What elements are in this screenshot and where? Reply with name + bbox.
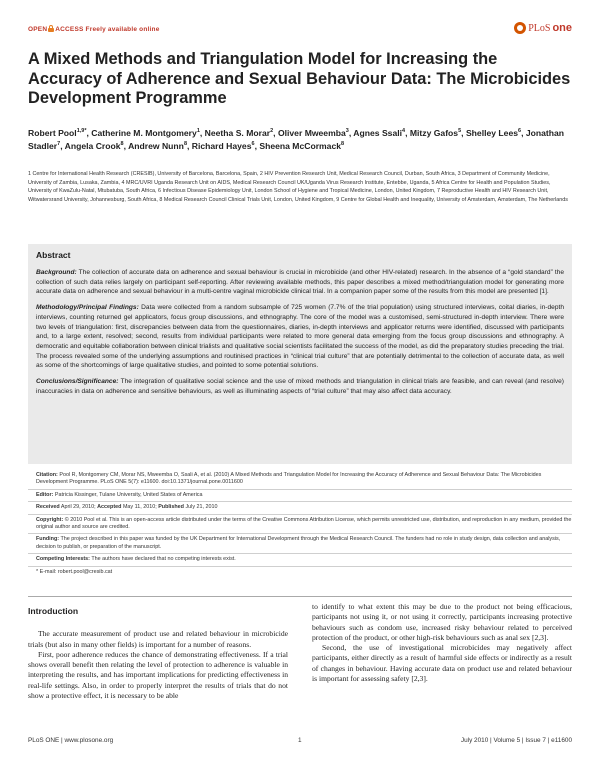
intro-paragraph-1: The accurate measurement of product use and related behaviour in microbicide trials (but also in many other fields) is important for a number of reasons. xyxy=(28,629,288,649)
access-label: ACCESS xyxy=(55,26,84,33)
body-left-column xyxy=(28,606,288,701)
author-name: Catherine M. Montgomery xyxy=(91,128,197,138)
author-affiliation-marker: 6 xyxy=(518,128,522,135)
author-affiliation-marker: 1,9* xyxy=(76,128,87,135)
author-affiliation-marker: 2 xyxy=(270,128,274,135)
abstract-heading: Abstract xyxy=(36,250,71,260)
dates: Received April 29, 2010; Accepted May 11, 2010; Published July 21, 2010 xyxy=(28,502,572,514)
free-text: Freely available online xyxy=(85,26,160,33)
intro-paragraph-2: First, poor adherence reduces the chance of demonstrating effectiveness. If a trial shows overall benefit then relating the level of protection to adherence is valuable in interpreting the results, and has important implications for predicting effectiveness in real-life settings. Also, in order to properly interpret the results of trials that do not show a protective effect, it is necessary to be able xyxy=(28,649,288,701)
intro-paragraph-4: Second, the use of investigational microbicides may negatively affect participants, either directly as a result of harmful side effects or indirectly as a result of changes in behaviour. Having accurate data on product use and related behaviour is important for assessing safety [2,3]. xyxy=(312,643,572,684)
copyright: Copyright: © 2010 Pool et al. This is an open-access article distributed under the terms of the Creative Commons Attribution License, which permits unrestricted use, distribution, and reproduction in any medium, provided the original author and source are credited. xyxy=(28,515,572,535)
plos-circle-icon xyxy=(514,22,526,34)
abstract-methods: Methodology/Principal Findings: Data were collected from a random subsample of 725 women (7.7% of the trial population) using structured interviews, coital diaries, in-depth interviews, counting returned gel applicators, focus group discussions, and ethnography. The core of the model was a customised, semi-structured in-depth interview. There were two levels of triangulation: first, discrepancies between data from the questionnaires, diaries, in-depth interviews and applicator returns were identified, discussed with participants and, to a large extent, resolved; second, results from individual participants were related to more general data emerging from the focus group discussions and ethnography. A democratic and equitable collaboration between clinical trialists and qualitative social scientists facilitated the success of the model, as did the preparatory studies preceding the trial. The process revealed some of the underlying assumptions and routinised practices in “clinical trial culture” that are potentially detrimental to the collection of accurate data, as well as some of the shortcomings of large qualitative studies, and pointed to some potential solutions. xyxy=(36,304,564,370)
open-label: OPEN xyxy=(28,26,48,33)
abstract-box xyxy=(28,244,572,464)
author-affiliation-marker: 3 xyxy=(345,128,349,135)
author-affiliation-marker: 8 xyxy=(341,140,345,147)
author-name: Richard Hayes xyxy=(191,140,252,151)
logo-plos: PLoS xyxy=(528,22,551,34)
author-name: Shelley Lees xyxy=(465,128,519,138)
author-name: Robert Pool xyxy=(28,128,77,138)
body-right-column xyxy=(312,602,572,684)
author-affiliation-marker: 5 xyxy=(458,128,462,135)
open-lock-icon xyxy=(48,25,54,32)
author-affiliation-marker: 7 xyxy=(57,140,61,147)
open-access-badge xyxy=(28,25,160,33)
author-name: Agnes Ssali xyxy=(353,128,403,138)
author-affiliation-marker: 1 xyxy=(196,128,200,135)
author-name: Neetha S. Morar xyxy=(204,128,271,138)
editor: Editor: Patricia Kissinger, Tulane University, United States of America xyxy=(28,490,572,502)
author-name: Jonathan Stadler xyxy=(28,128,565,151)
author-name: Angela Crook xyxy=(64,140,121,151)
author-affiliation-marker: 8 xyxy=(183,140,187,147)
article-metadata xyxy=(28,470,572,578)
abstract-background: Background: The collection of accurate data on adherence and sexual behaviour is crucial in microbicide (and other HIV-related) research. In the absence of a “gold standard” the collection of such data relies largely on participant self-reporting. After reviewing available methods, this paper describes a mixed method/triangulation model for generating more accurate data on adherence and sexual behaviour in a multi-centre vaginal microbicide clinical trial. In a companion paper some of the results from this model are presented [1]. xyxy=(36,269,564,296)
citation: Citation: Pool R, Montgomery CM, Morar NS, Mweemba O, Ssali A, et al. (2010) A Mixed Methods and Triangulation Model for Increasing the Accuracy of Adherence and Sexual Behaviour Data: The Microbicides Development Programme. PLoS ONE 5(7): e11600. doi:10.1371/journal.pone.0011600 xyxy=(28,470,572,490)
funding: Funding: The project described in this paper was funded by the UK Department for International Development through the Medical Research Council. The funders had no role in study design, data collection and analysis, decision to publish, or preparation of the manuscript. xyxy=(28,534,572,554)
logo-one: one xyxy=(552,22,572,34)
author-list: Robert Pool$^{1,9*}$, Catherine M. Montgomery$^1$, Neetha S. Morar$^2$, Oliver Mweemba$^3$, Agnes Ssali$^4$, Mitzy Gafos$^5$, Shelley Lees$^6$, Jonathan Stadler$^7$, Angela Crook$^8$, Andrew Nunn$^8$, Richard Hayes$^6$, Sheena McCormack$^8$ xyxy=(28,128,565,151)
email[interactable]: * E-mail: robert.pool@cresib.cat xyxy=(36,568,113,575)
intro-paragraph-3: to identify to what extent this may be due to the product not being efficacious, participants not using it, or not using it correctly, participants increasing protective behaviours such as condom use, increased risky behaviour related to perceived protection of the product, or other high-risk behaviours such as anal sex [2,3]. xyxy=(312,602,572,642)
competing-interests: Competing Interests: The authors have declared that no competing interests exist. xyxy=(28,554,572,566)
author-name: Sheena McCormack xyxy=(259,140,342,151)
affiliations: 1 Centre for International Health Research (CRESIB), University of Barcelona, Barcelona, Spain, 2 HIV Prevention Research Unit, Medical Research Council, Durban, South Africa, 3 Department of Community Medicine, University of Zambia, Lusaka, Zambia, 4 MRC/UVRI Uganda Research Unit on AIDS, Medical Research Council UK/Uganda Virus Research Institute, Entebbe, Uganda, 5 Africa Centre for Health and Population Studies, University of KwaZulu-Natal, Mtubatuba, South Africa, 6 Infectious Disease Epidemiology Unit, London School of Hygiene and Tropical Medicine, London, United Kingdom, 7 Reproductive Health and HIV Research Unit, Witwatersrand University, Johannesburg, South Africa, 8 Medical Research Council Clinical Trials Unit, London, United Kingdom, 9 Centre for Global Health and Inequality, University of Amsterdam, Amsterdam, The Netherlands xyxy=(28,171,568,204)
footer-journal[interactable]: PLoS ONE | www.plosone.org xyxy=(28,737,114,744)
plos-one-logo xyxy=(514,22,572,34)
introduction-heading: Introduction xyxy=(28,606,79,616)
section-divider xyxy=(28,596,572,597)
page-footer xyxy=(28,737,572,749)
author-name: Andrew Nunn xyxy=(128,140,184,151)
footer-issue: July 2010 | Volume 5 | Issue 7 | e11600 xyxy=(460,737,572,744)
author-affiliation-marker: 6 xyxy=(251,140,255,147)
author-affiliation-marker: 4 xyxy=(402,128,406,135)
author-affiliation-marker: 8 xyxy=(120,140,124,147)
footer-page-number: 1 xyxy=(298,737,302,744)
journal-header xyxy=(28,22,572,38)
author-name: Mitzy Gafos xyxy=(409,128,459,138)
author-name: Oliver Mweemba xyxy=(277,128,346,138)
abstract-conclusions: Conclusions/Significance: The integration of qualitative social science and the use of mixed methods and triangulation in clinical trials are feasible, and can reveal (and resolve) inaccuracies in data on adherence and sensitive behaviours, as well as illuminating aspects of “trial culture” that may also affect data accuracy. xyxy=(36,378,564,395)
article-title: A Mixed Methods and Triangulation Model for Increasing the Accuracy of Adherence and Sexual Behaviour Data: The Microbicides Development Programme xyxy=(28,50,571,107)
